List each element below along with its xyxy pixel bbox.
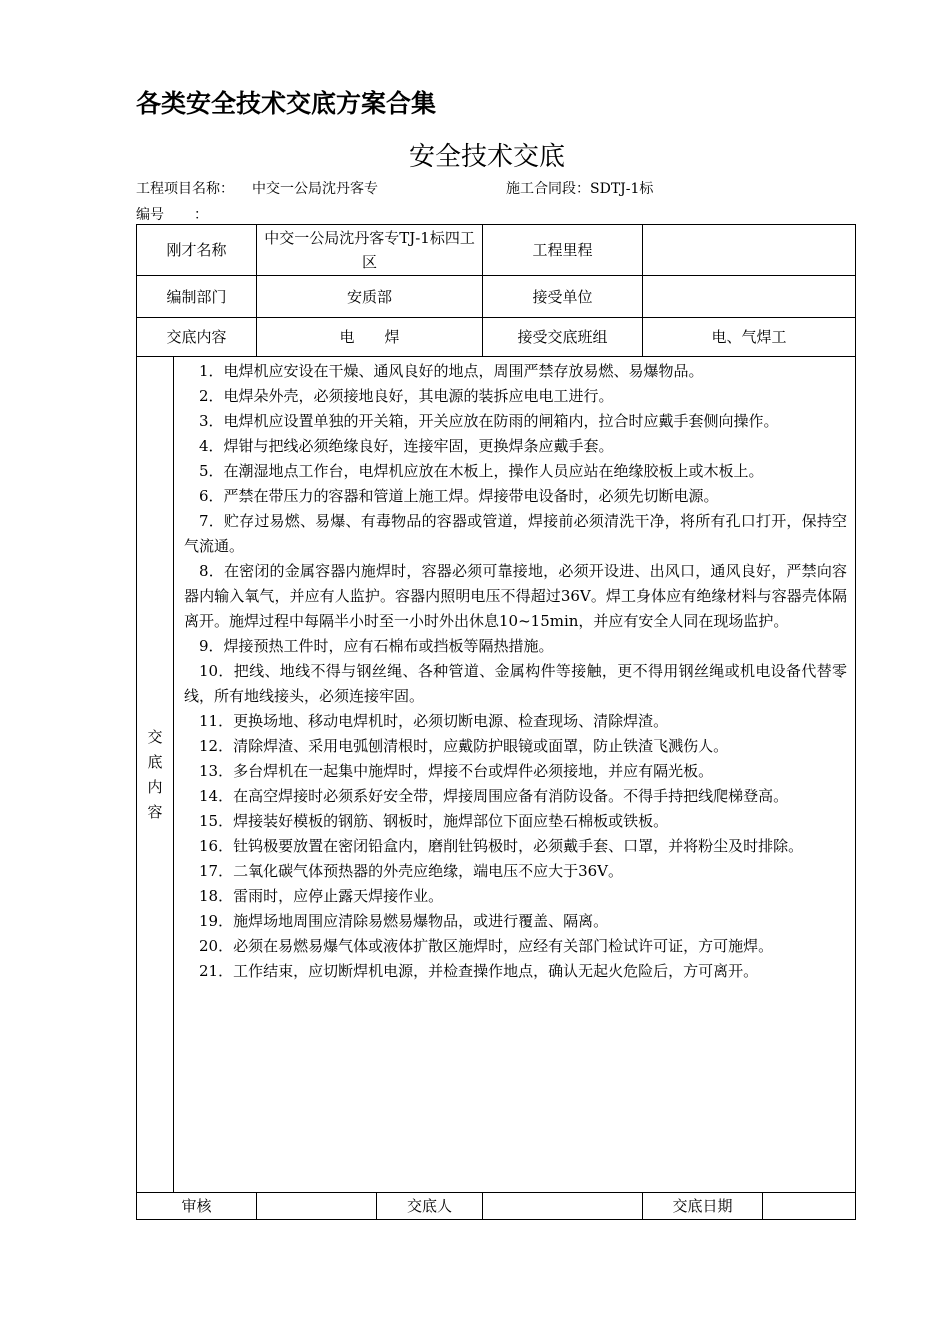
safety-items-list (174, 357, 855, 1192)
department-value: 安质部 (257, 276, 483, 318)
contract-value: SDTJ-1标 (590, 181, 654, 197)
project-title-value: 中交一公局沈丹客专TJ-1标四工区 (257, 225, 483, 276)
department-label: 编制部门 (137, 276, 257, 318)
list-item: 2．电焊朵外壳，必须接地良好，其电源的装拆应电电工进行。 (199, 387, 614, 405)
list-item: 5．在潮湿地点工作台，电焊机应放在木板上，操作人员应站在绝缘胶板上或木板上。 (199, 462, 764, 480)
table-row (137, 1193, 856, 1220)
list-item: 11．更换场地、移动电焊机时，必须切断电源、检查现场、清除焊渣。 (199, 712, 669, 730)
table-row (137, 318, 856, 357)
table-row (137, 357, 856, 1193)
discloser-value (483, 1193, 643, 1220)
list-item: 4．焊钳与把线必须绝缘良好，连接牢固，更换焊条应戴手套。 (199, 437, 614, 455)
contract-label: 施工合同段： (506, 181, 590, 197)
list-item: 19．施焊场地周围应清除易燃易爆物品，或进行覆盖、隔离。 (199, 912, 609, 930)
discloser-label: 交底人 (377, 1193, 483, 1220)
list-item: 13．多台焊机在一起集中施焊时，焊接不台或焊件必须接地，并应有隔光板。 (199, 762, 714, 780)
review-label: 审核 (137, 1193, 257, 1220)
project-name-label: 工程项目名称： (136, 181, 234, 197)
content-value: 电 焊 (257, 318, 483, 357)
disclosure-content-cell (137, 357, 856, 1193)
side-label-char: 交 (147, 727, 163, 746)
list-item: 10．把线、地线不得与钢丝绳、各种管道、金属构件等接触，更不得用钢丝绳或机电设备代替零线，所有地线接头，必须连接牢固。 (184, 662, 848, 705)
number-line (136, 204, 208, 224)
mileage-label: 工程里程 (483, 225, 643, 276)
project-title-label: 刚才名称 (137, 225, 257, 276)
contract-line (506, 178, 653, 198)
table-row (137, 276, 856, 318)
list-item: 18．雷雨时，应停止露天焊接作业。 (199, 887, 444, 905)
list-item: 14．在高空焊接时必须系好安全带，焊接周围应备有消防设备。不得手持把线爬梯登高。 (199, 787, 789, 805)
list-item: 6．严禁在带压力的容器和管道上施工焊。焊接带电设备时，必须先切断电源。 (199, 487, 719, 505)
team-value: 电、气焊工 (643, 318, 856, 357)
receiving-unit-value (643, 276, 856, 318)
list-item: 8．在密闭的金属容器内施焊时，容器必须可靠接地，必须开设进、出风口，通风良好，严禁向容器内输入氧气，并应有人监护。容器内照明电压不得超过36V。焊工身体应有绝缘材料与容器壳体隔离开。施焊过程中每隔半小时至一小时外出休息10~15min，并应有安全人同在现场监护。 (184, 562, 848, 630)
project-name-line (136, 178, 378, 198)
date-value (763, 1193, 856, 1220)
side-label (137, 357, 174, 1192)
document-title: 各类安全技术交底方案合集 (136, 89, 437, 118)
form-title: 安全技术交底 (408, 142, 565, 172)
list-item: 7．贮存过易燃、易爆、有毒物品的容器或管道，焊接前必须清洗干净，将所有孔口打开，保持空气流通。 (184, 512, 848, 555)
content-label: 交底内容 (137, 318, 257, 357)
list-item: 3．电焊机应设置单独的开关箱，开关应放在防雨的闸箱内，拉合时应戴手套侧向操作。 (199, 412, 779, 430)
number-colon: ： (194, 207, 208, 223)
mileage-value (643, 225, 856, 276)
list-item: 9．焊接预热工件时，应有石棉布或挡板等隔热措施。 (199, 637, 554, 655)
team-label: 接受交底班组 (483, 318, 643, 357)
disclosure-table (136, 224, 856, 1220)
side-label-char: 底 (147, 752, 163, 771)
receiving-unit-label: 接受单位 (483, 276, 643, 318)
list-item: 20．必须在易燃易爆气体或液体扩散区施焊时，应经有关部门检试许可证，方可施焊。 (199, 937, 774, 955)
number-label: 编号 (136, 207, 164, 223)
project-name-value: 中交一公局沈丹客专 (252, 181, 378, 197)
list-item: 17．二氧化碳气体预热器的外壳应绝缘，端电压不应大于36V。 (199, 862, 624, 880)
side-label-char: 内 (147, 777, 163, 796)
table-row (137, 225, 856, 276)
list-item: 15．焊接装好模板的钢筋、钢板时，施焊部位下面应垫石棉板或铁板。 (199, 812, 669, 830)
review-value (257, 1193, 377, 1220)
list-item: 12．清除焊渣、采用电弧刨清根时，应戴防护眼镜或面罩，防止铁渣飞溅伤人。 (199, 737, 729, 755)
list-item: 1．电焊机应安设在干燥、通风良好的地点，周围严禁存放易燃、易爆物品。 (199, 362, 704, 380)
list-item: 21．工作结束，应切断焊机电源，并检查操作地点，确认无起火危险后，方可离开。 (199, 962, 759, 980)
list-item: 16．钍钨极要放置在密闭铅盒内，磨削钍钨极时，必须戴手套、口罩，并将粉尘及时排除。 (199, 837, 804, 855)
side-label-char: 容 (147, 802, 163, 821)
date-label: 交底日期 (643, 1193, 763, 1220)
